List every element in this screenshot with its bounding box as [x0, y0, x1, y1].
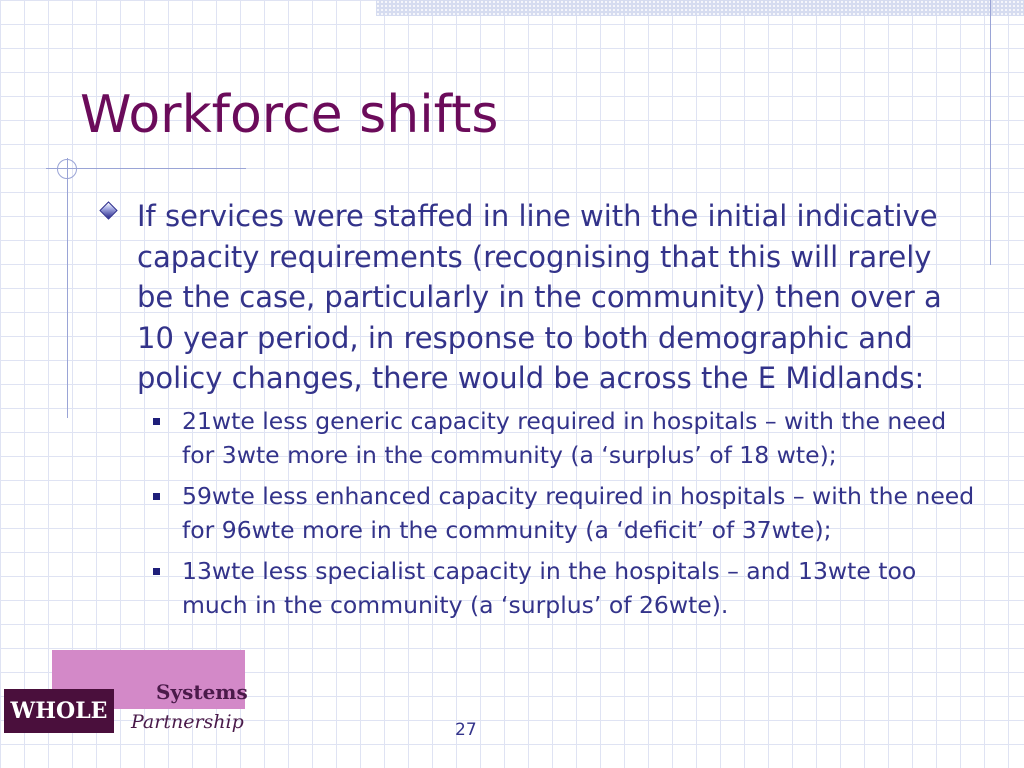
sub-bullet-list	[148, 404, 978, 629]
header-dot-band	[376, 0, 1024, 16]
slide-title: Workforce shifts	[80, 85, 499, 145]
main-bullet-text: If services were staffed in line with the initial indicative capacity requirements (recognising that this will rarely be the case, particularly in the community) then over a 10 year period, in response to both demographic and policy changes, there would be across the E Midlands:	[137, 199, 942, 395]
square-bullet-icon	[153, 493, 160, 500]
square-bullet-icon	[153, 568, 160, 575]
logo-whole-text: WHOLE	[4, 689, 114, 733]
square-bullet-icon	[153, 418, 160, 425]
sub-bullet-text: 13wte less specialist capacity in the hospitals – and 13wte too much in the community (a ‘surplus’ of 26wte).	[182, 557, 917, 619]
whole-systems-partnership-logo	[0, 650, 250, 750]
page-number: 27	[455, 720, 477, 740]
sub-bullet-text: 21wte less generic capacity required in hospitals – with the need for 3wte more in the community (a ‘surplus’ of 18 wte);	[182, 407, 947, 469]
logo-systems-text: Systems	[156, 680, 248, 704]
sub-bullet-item	[148, 479, 978, 547]
crosshair-circle-icon	[57, 159, 77, 179]
logo-partnership-text: Partnership	[131, 711, 244, 733]
decorative-vertical-line-right	[990, 0, 991, 265]
sub-bullet-text: 59wte less enhanced capacity required in hospitals – with the need for 96wte more in the community (a ‘deficit’ of 37wte);	[182, 482, 975, 544]
main-bullet	[102, 196, 972, 399]
decorative-vertical-line-left	[67, 158, 68, 418]
diamond-bullet-icon	[99, 201, 117, 219]
sub-bullet-item	[148, 404, 978, 472]
sub-bullet-item	[148, 554, 978, 622]
